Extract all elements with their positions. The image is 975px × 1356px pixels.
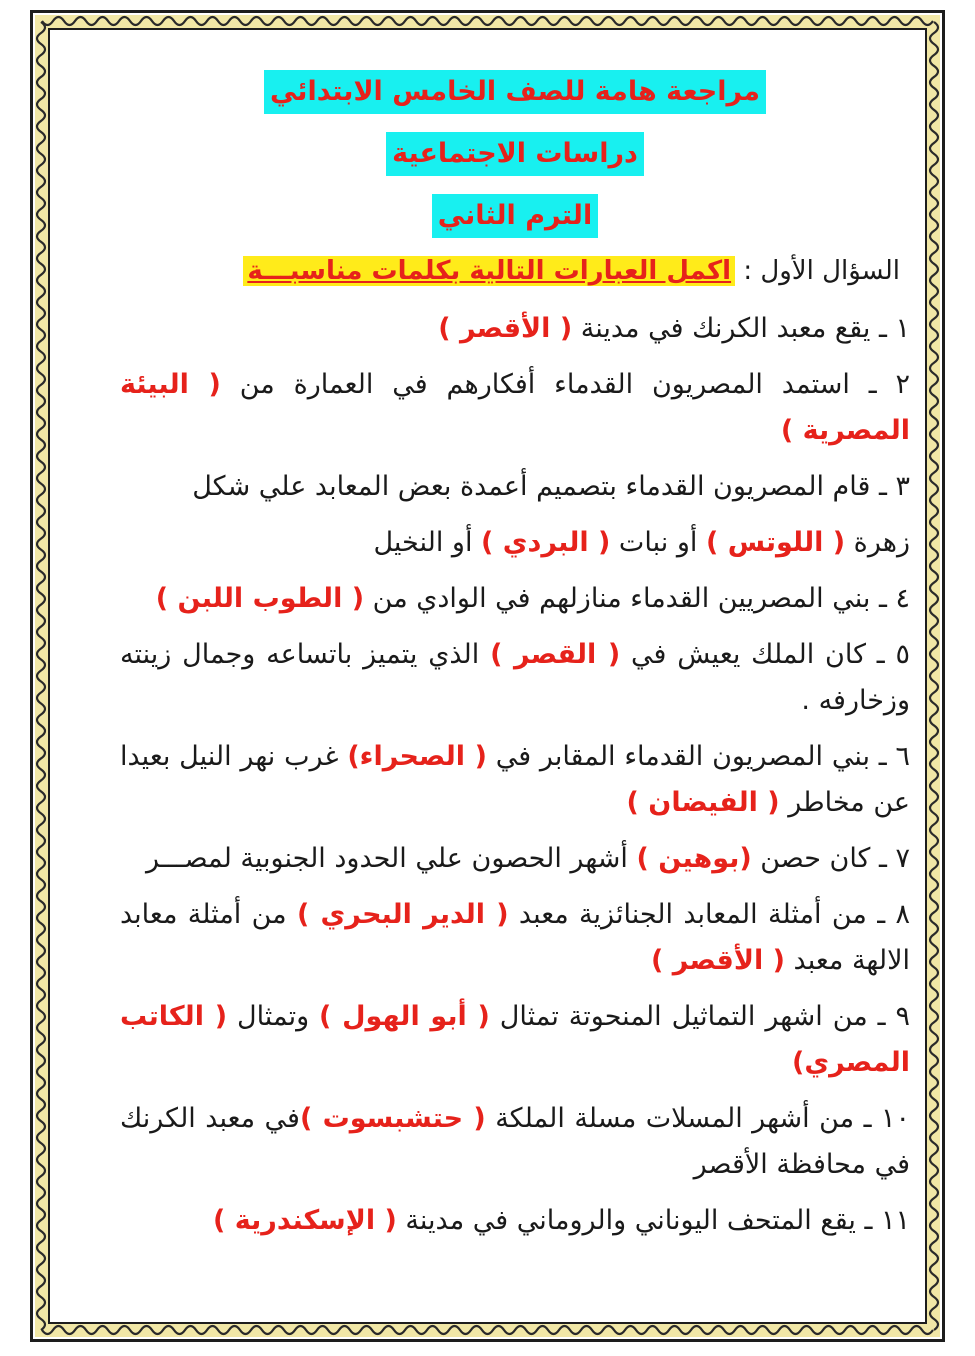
list-item [120,994,910,1086]
list-item [120,1198,910,1244]
statement-text: ٩ ـ من اشهر التماثيل المنحوتة تمثال [489,1001,910,1032]
list-item [120,576,910,622]
statement-text: أشهر الحصون علي الحدود الجنوبية لمصـــر [145,843,637,874]
list-item [120,836,910,882]
term-title: الترم الثاني [432,194,598,238]
answer-text: ( البيئة المصرية ) [120,369,910,446]
answer-text: ( الطوب اللبن ) [155,583,365,614]
review-title: مراجعة هامة للصف الخامس الابتدائي [264,70,766,114]
statement-text: ١١ ـ يقع المتحف اليوناني والروماني في مدينة [396,1205,910,1236]
statement-text: من أمثلة معابد الالهة معبد [120,899,910,976]
answer-text: (بوهين ) [636,843,752,874]
list-item [120,306,910,352]
statement-text: ٤ ـ بني المصريين القدماء منازلهم في الوادي من [364,583,910,614]
list-item [120,632,910,724]
subject-title: دراسات الاجتماعية [386,132,644,176]
answer-text: ( الفيضان ) [626,787,780,818]
answer-text: ( الكاتب المصري) [120,1001,910,1078]
question-instruction: اكمل العبارات التالية بكلمات مناسبـــة [243,256,735,286]
statement-text: أو نبات [610,527,706,558]
answer-text: ( الصحراء) [347,741,487,772]
statement-text: غرب نهر النيل بعيدا عن مخاطر [120,741,910,818]
title-block [120,70,910,238]
statement-text: ٧ ـ كان حصن [751,843,910,874]
statement-text: ٢ ـ استمد المصريون القدماء أفكارهم في العمارة من [220,369,910,400]
answer-text: ( القصر ) [490,639,621,670]
list-item [120,1096,910,1188]
statement-text: زهرة [845,527,910,558]
statement-text: ١ ـ يقع معبد الكرنك في مدينة [572,313,910,344]
statement-text: ٥ ـ كان الملك يعيش في [620,639,910,670]
answer-text: ( الأقصر ) [651,945,785,976]
answer-text: ( اللوتس ) [705,527,846,558]
list-item [120,362,910,454]
list-item [120,892,910,984]
answer-text: ( البردي ) [481,527,611,558]
answer-text: ( أبو الهول ) [319,1001,490,1032]
statement-text: ٨ ـ من أمثلة المعابد الجنائزية معبد [508,899,911,930]
answer-text: ( الأقصر ) [438,313,573,344]
statement-text: في معبد الكرنك في محافظة الأقصر [120,1103,910,1180]
answer-text: ( الإسكندرية ) [213,1205,397,1236]
answer-text: ( الدير البحري ) [297,899,509,930]
statement-text: ٣ ـ قام المصريون القدماء بتصميم أعمدة بعض المعابد علي شكل [192,471,910,502]
answer-list [120,306,910,1244]
question-heading [120,250,910,292]
statement-text: ١٠ ـ من أشهر المسلات مسلة الملكة [485,1103,910,1134]
list-item [120,734,910,826]
list-item [120,520,910,566]
statement-text: أو النخيل [373,527,482,558]
statement-text: الذي يتميز باتساعه وجمال زينته وزخارفه . [120,639,910,716]
answer-text: ( حتشبسوت ) [299,1103,486,1134]
statement-text: وتمثال [227,1001,320,1032]
statement-text: ٦ ـ بني المصريون القدماء المقابر في [486,741,910,772]
question-label: السؤال الأول : [743,256,900,286]
list-item [120,464,910,510]
worksheet-content [120,60,910,1244]
